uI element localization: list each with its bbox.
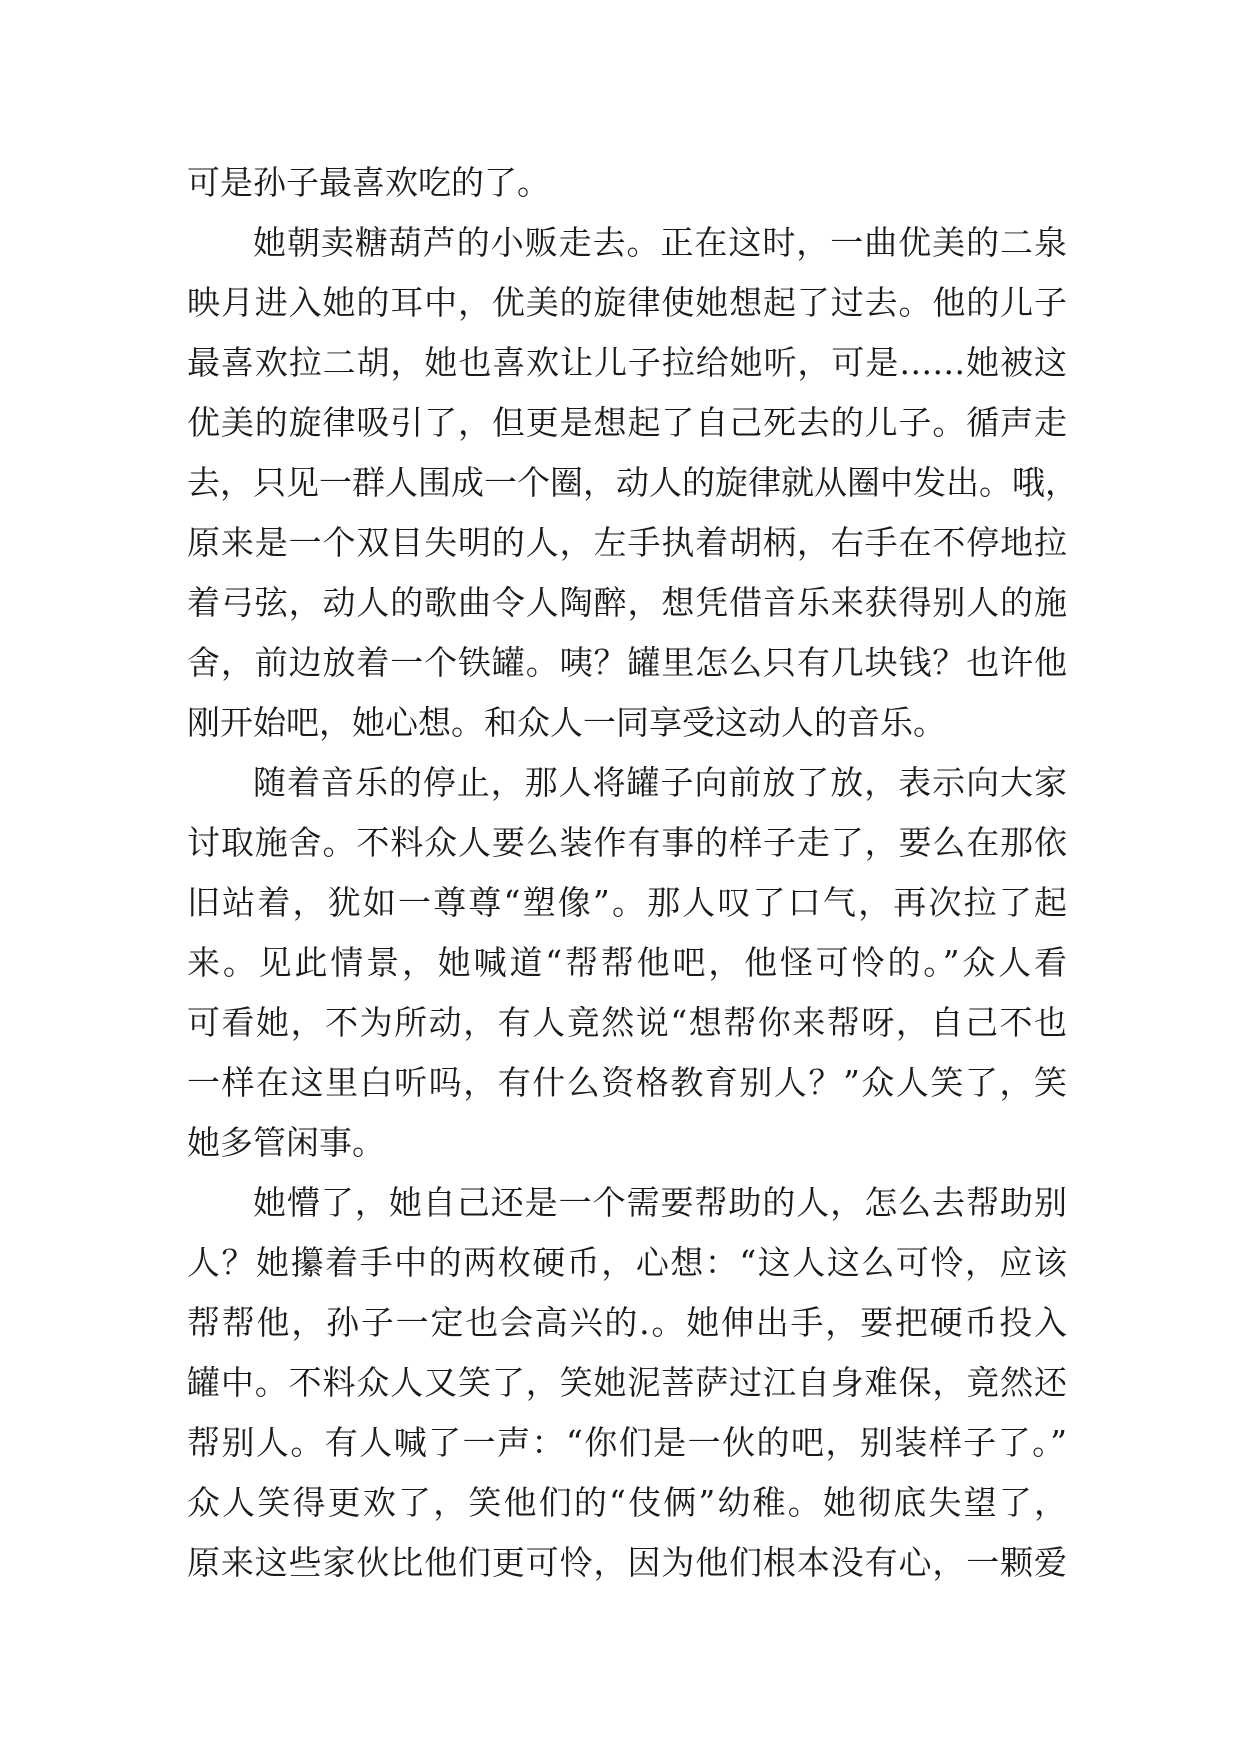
text-line: 来。见此情景，她喊道“帮帮他吧，他怪可怜的。”众人看: [187, 943, 1067, 982]
text-line: 可看她，不为所动，有人竟然说“想帮你来帮呀，自己不也: [187, 1003, 1067, 1042]
text-line: 最喜欢拉二胡，她也喜欢让儿子拉给她听，可是……她被这: [187, 343, 1067, 382]
text-line: 旧站着，犹如一尊尊“塑像”。那人叹了口气，再次拉了起: [187, 883, 1067, 922]
text-line: 人？她攥着手中的两枚硬币，心想：“这人这么可怜，应该: [187, 1243, 1067, 1282]
text-line: 着弓弦，动人的歌曲令人陶醉，想凭借音乐来获得别人的施: [187, 583, 1067, 622]
text-line: 她多管闲事。: [187, 1123, 385, 1162]
text-line: 帮别人。有人喊了一声：“你们是一伙的吧，别装样子了。”: [187, 1423, 1067, 1462]
text-line: 可是孙子最喜欢吃的了。: [187, 163, 550, 202]
text-line: 罐中。不料众人又笑了，笑她泥菩萨过江自身难保，竟然还: [187, 1363, 1067, 1402]
text-line: 帮帮他，孙子一定也会高兴的.。她伸出手，要把硬币投入: [187, 1303, 1067, 1342]
text-line: 随着音乐的停止，那人将罐子向前放了放，表示向大家: [253, 763, 1067, 802]
text-line: 优美的旋律吸引了，但更是想起了自己死去的儿子。循声走: [187, 403, 1067, 442]
text-line: 原来是一个双目失明的人，左手执着胡柄，右手在不停地拉: [187, 523, 1067, 562]
text-line: 众人笑得更欢了，笑他们的“伎俩”幼稚。她彻底失望了，: [187, 1483, 1067, 1522]
text-line: 一样在这里白听吗，有什么资格教育别人？”众人笑了，笑: [187, 1063, 1067, 1102]
text-line: 原来这些家伙比他们更可怜，因为他们根本没有心，一颗爱: [187, 1543, 1067, 1582]
text-line: 她懵了，她自己还是一个需要帮助的人，怎么去帮助别: [253, 1183, 1067, 1222]
body-text: [187, 153, 1078, 1593]
text-line: 去，只见一群人围成一个圈，动人的旋律就从圈中发出。哦，: [187, 463, 1078, 502]
text-line: 讨取施舍。不料众人要么装作有事的样子走了，要么在那依: [187, 823, 1067, 862]
text-line: 刚开始吧，她心想。和众人一同享受这动人的音乐。: [187, 703, 946, 742]
text-line: 舍，前边放着一个铁罐。咦？罐里怎么只有几块钱？也许他: [187, 643, 1067, 682]
text-line: 她朝卖糖葫芦的小贩走去。正在这时，一曲优美的二泉: [253, 223, 1067, 262]
text-line: 映月进入她的耳中，优美的旋律使她想起了过去。他的儿子: [187, 283, 1067, 322]
